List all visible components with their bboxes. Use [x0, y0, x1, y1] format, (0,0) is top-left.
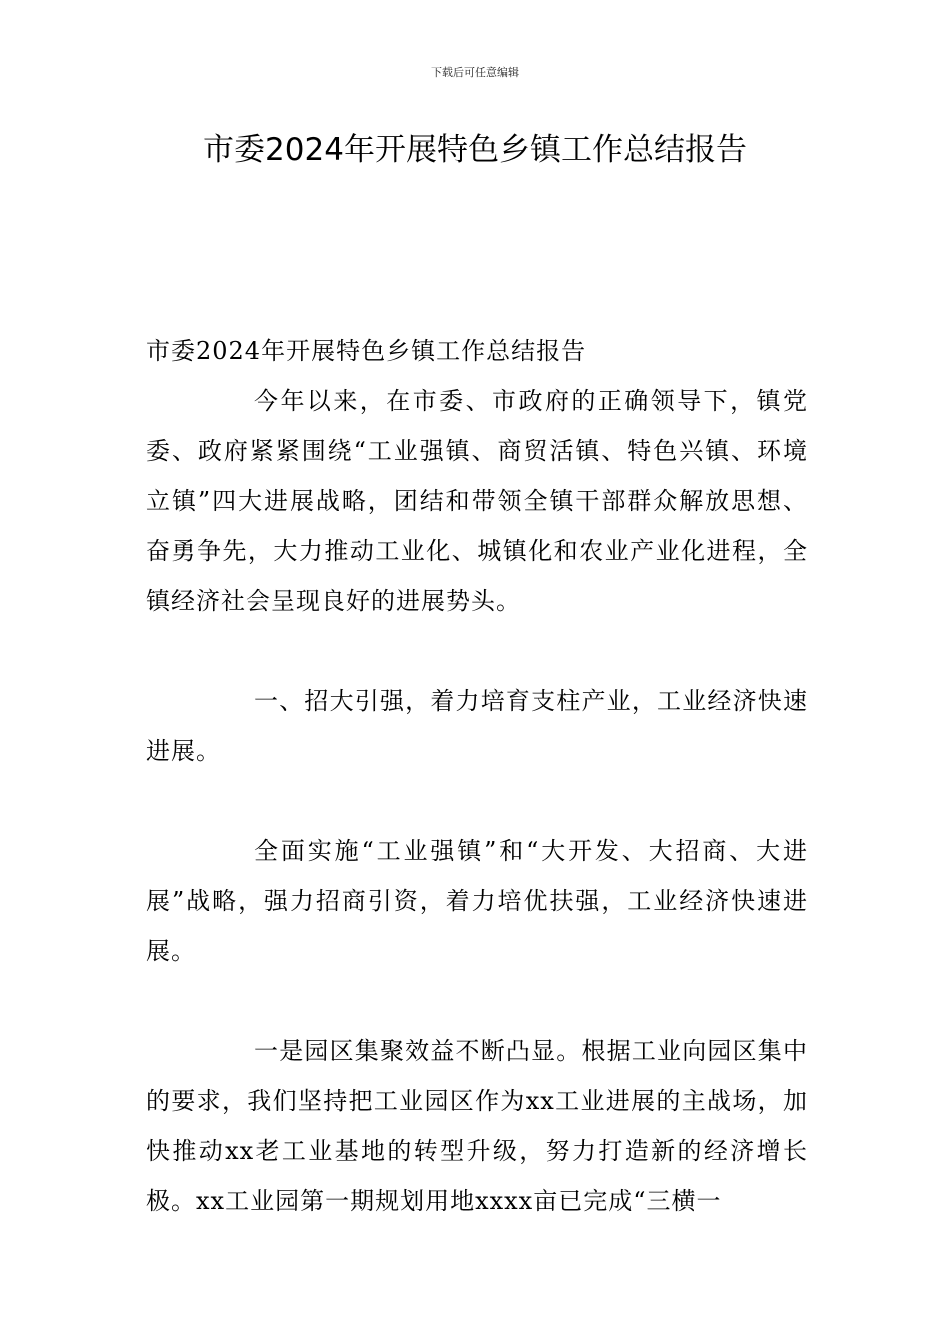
document-title: 市委2024年开展特色乡镇工作总结报告: [203, 132, 747, 168]
page-header-note: 下载后可任意编辑: [431, 66, 519, 79]
paragraph-strategy: 全面实施“工业强镇”和“大开发、大招商、大进展”战略，强力招商引资，着力培优扶强，工业经济快速进展。: [146, 837, 808, 965]
document-body: [146, 326, 808, 1226]
document-subtitle: 市委2024年开展特色乡镇工作总结报告: [146, 337, 587, 365]
paragraph-industrial-park: 一是园区集聚效益不断凸显。根据工业向园区集中的要求，我们坚持把工业园区作为xx工业进展的主战场，加快推动xx老工业基地的转型升级，努力打造新的经济增长极。xx工业园第一期规划用地xxxx亩已完成“三横一: [146, 1037, 808, 1215]
paragraph-intro: 今年以来，在市委、市政府的正确领导下，镇党委、政府紧紧围绕“工业强镇、商贸活镇、特色兴镇、环境立镇”四大进展战略，团结和带领全镇干部群众解放思想、奋勇争先，大力推动工业化、城镇化和农业产业化进程，全镇经济社会呈现良好的进展势头。: [146, 387, 808, 615]
paragraph-section-heading: 一、招大引强，着力培育支柱产业，工业经济快速进展。: [146, 687, 808, 765]
